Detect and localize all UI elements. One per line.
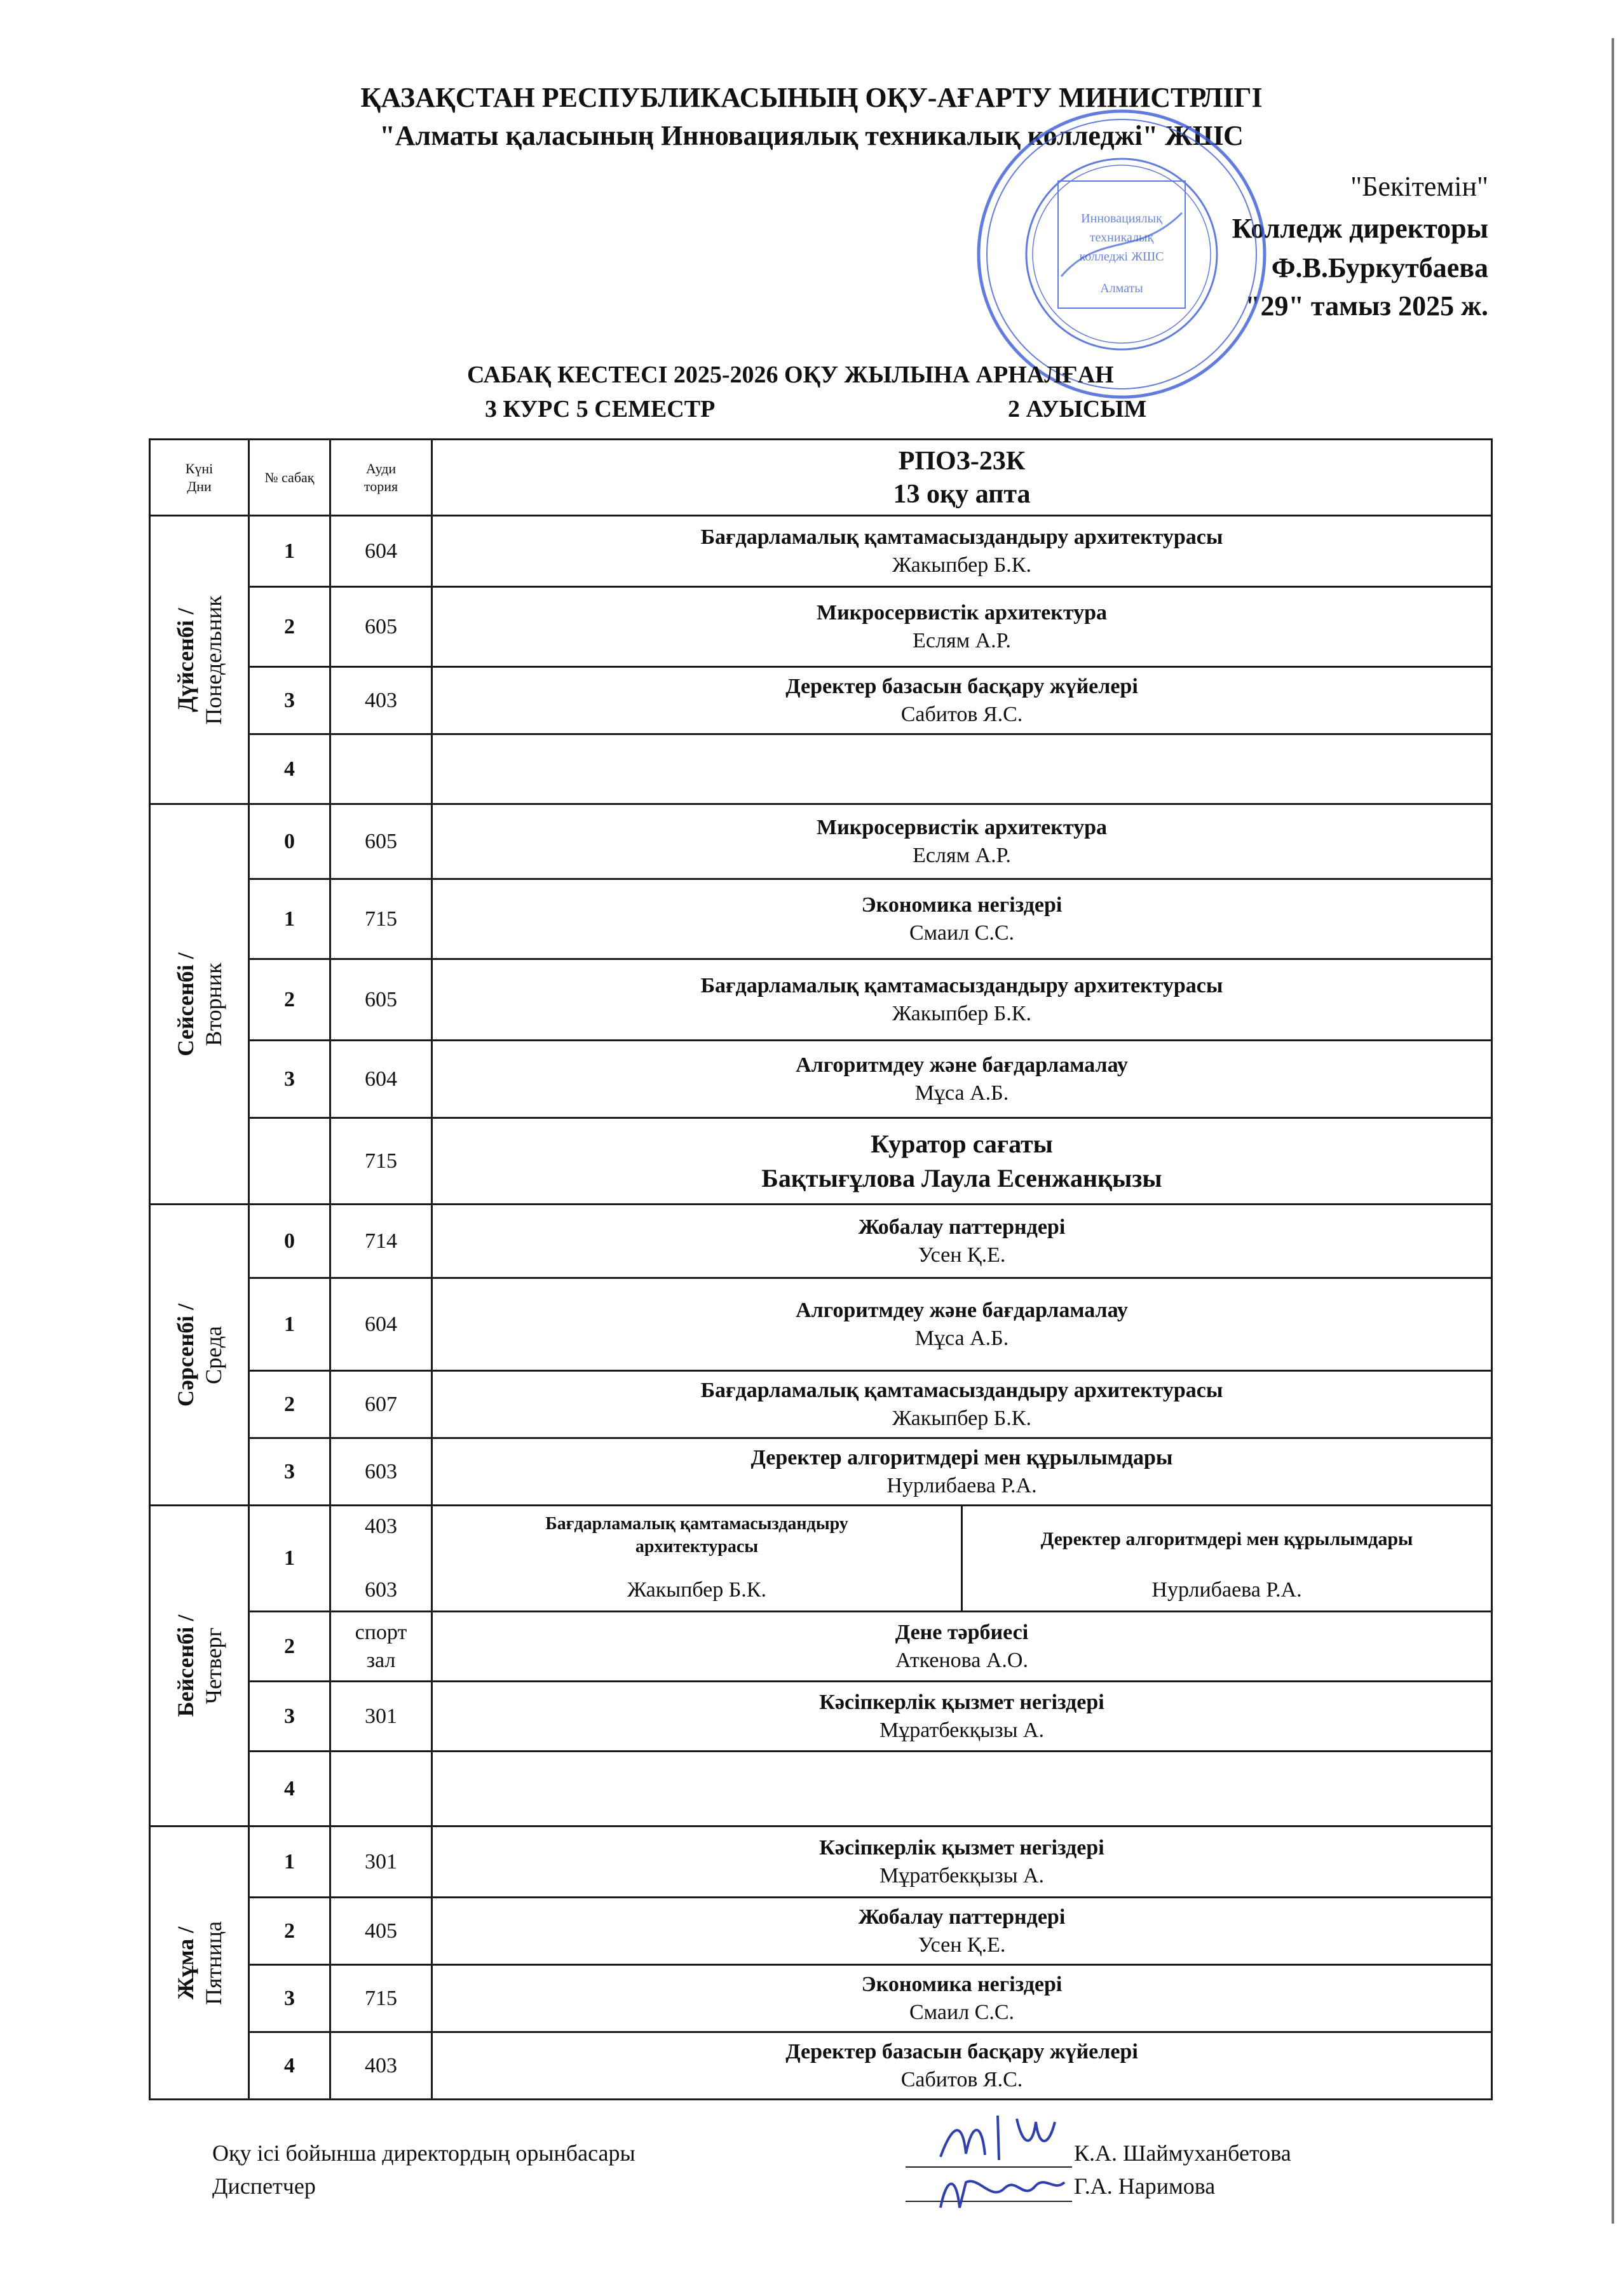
dispatcher-role: Диспетчер (212, 2173, 316, 2199)
lesson-cell (432, 1438, 1492, 1506)
college-name: "Алматы қаласының Инновациялық техникалық колледжі" ЖШС (379, 120, 1244, 151)
lesson-number: 1 (249, 1827, 330, 1898)
auditorium (330, 1612, 432, 1682)
teacher: Смаил С.С. (909, 2000, 1015, 2024)
lesson-number: 3 (249, 667, 330, 734)
col-day-header (150, 440, 249, 516)
col-aud-1: Ауди (365, 460, 397, 476)
teacher: Аткенова А.О. (895, 1648, 1028, 1672)
table-row (150, 1506, 1492, 1612)
auditorium: 403 (330, 2032, 432, 2100)
auditorium-a: 403 (365, 1515, 397, 1538)
day-ru: Четверг (200, 1627, 226, 1705)
lesson-number: 0 (249, 804, 330, 879)
group-header (432, 440, 1492, 516)
day-ru: Среда (200, 1325, 226, 1384)
teacher: Жакыпбер Б.К. (892, 553, 1031, 577)
table-row (150, 587, 1492, 667)
lesson-number: 1 (249, 1506, 330, 1612)
auditorium: 605 (330, 804, 432, 879)
lesson-cell (432, 1612, 1492, 1682)
split-lesson-cell (432, 1506, 1492, 1612)
stamp-line-3: колледжі ЖШС (1079, 250, 1164, 264)
day-thursday (150, 1506, 249, 1827)
day-ru: Понедельник (200, 595, 226, 725)
table-row (150, 959, 1492, 1041)
auditorium: 405 (330, 1898, 432, 1965)
subject: Бағдарламалық қамтамасыздандыру архитектурасы (700, 1378, 1223, 1402)
approval-date: "29" тамыз 2025 ж. (1245, 290, 1488, 321)
table-header-row (150, 440, 1492, 516)
auditorium (330, 734, 432, 804)
lesson-cell (432, 667, 1492, 734)
lesson-cell (432, 1041, 1492, 1118)
subject: Бағдарламалық қамтамасыздандыру архитектурасы (700, 973, 1223, 997)
subject: Экономика негіздері (861, 1972, 1063, 1996)
subgroup-right (961, 1506, 1491, 1611)
college-seal-stamp (972, 105, 1271, 403)
teacher: Сабитов Я.С. (900, 2067, 1023, 2091)
teacher: Мұратбекқызы А. (879, 1718, 1044, 1742)
subject: Жобалау паттерндері (858, 1215, 1066, 1239)
lesson-cell (432, 1371, 1492, 1438)
teacher: Еслям А.Р. (913, 628, 1011, 652)
lesson-cell (432, 516, 1492, 587)
auditorium: 403 (330, 667, 432, 734)
subject: Микросервистік архитектура (816, 600, 1107, 625)
lesson-number: 4 (249, 734, 330, 804)
auditorium: 604 (330, 516, 432, 587)
subject: Деректер алгоритмдері мен құрылымдары (1040, 1529, 1413, 1550)
subject: Деректер базасын басқару жүйелері (785, 2039, 1138, 2063)
lesson-number: 2 (249, 1898, 330, 1965)
schedule-title: САБАҚ КЕСТЕСІ 2025-2026 ОҚУ ЖЫЛЫНА АРНАЛҒАН (467, 361, 1114, 388)
teacher: Усен Қ.Е. (918, 1933, 1006, 1957)
teacher: Нурлибаева Р.А. (1151, 1578, 1302, 1602)
subject: Куратор сағаты (871, 1129, 1053, 1158)
teacher: Жакыпбер Б.К. (627, 1578, 766, 1602)
subject: Кәсіпкерлік қызмет негіздері (819, 1690, 1104, 1714)
day-kz: Сейсенбі / (172, 952, 198, 1057)
auditorium-a: спорт (355, 1620, 407, 1644)
lesson-number: 0 (249, 1205, 330, 1278)
lesson-number: 3 (249, 1682, 330, 1752)
col-aud-2: тория (363, 478, 398, 494)
auditorium (330, 1752, 432, 1827)
lesson-number: 3 (249, 1438, 330, 1506)
table-row (150, 516, 1492, 587)
table-row (150, 1752, 1492, 1827)
day-tuesday (150, 804, 249, 1205)
approval-role: Колледж директоры (1232, 213, 1488, 244)
auditorium: 715 (330, 879, 432, 959)
day-monday (150, 516, 249, 804)
teacher: Нурлибаева Р.А. (886, 1473, 1037, 1497)
subject: Экономика негіздері (861, 893, 1063, 917)
day-ru: Вторник (200, 962, 226, 1046)
day-ru: Пятница (200, 1921, 226, 2005)
table-row (150, 1371, 1492, 1438)
teacher: Смаил С.С. (909, 921, 1015, 945)
teacher: Жакыпбер Б.К. (892, 1406, 1031, 1430)
table-row (150, 1438, 1492, 1506)
auditorium: 605 (330, 587, 432, 667)
week-number: 13 оқу апта (893, 479, 1031, 509)
lesson-cell-empty (432, 734, 1492, 804)
deputy-role: Оқу ісі бойынша директордың орынбасары (212, 2140, 635, 2166)
day-friday (150, 1827, 249, 2100)
lesson-cell (432, 2032, 1492, 2100)
lesson-number (249, 1118, 330, 1205)
lesson-cell (432, 959, 1492, 1041)
lesson-cell (432, 1827, 1492, 1898)
schedule-table (149, 438, 1493, 2100)
table-row (150, 1827, 1492, 1898)
col-day-kz: Күні (185, 460, 214, 476)
stamp-line-2: техникалық (1089, 231, 1154, 245)
col-num-header: № сабақ (249, 440, 330, 516)
lesson-number: 2 (249, 959, 330, 1041)
table-row (150, 804, 1492, 879)
curator-name: Бақтығұлова Лаула Есенжанқызы (761, 1163, 1162, 1192)
teacher: Мұратбекқызы А. (879, 1863, 1044, 1887)
course-semester: 3 КУРС 5 СЕМЕСТР (485, 396, 716, 422)
subject-line-2: архитектурасы (635, 1537, 759, 1557)
approval-name: Ф.В.Буркутбаева (1271, 252, 1488, 283)
subject: Алгоритмдеу және бағдарламалау (796, 1053, 1128, 1077)
table-row (150, 734, 1492, 804)
teacher: Жакыпбер Б.К. (892, 1001, 1031, 1025)
auditorium: 714 (330, 1205, 432, 1278)
auditorium: 604 (330, 1041, 432, 1118)
stamp-line-1: Инновациялық (1081, 212, 1162, 226)
lesson-number: 2 (249, 1612, 330, 1682)
deputy-name: К.А. Шаймуханбетова (1074, 2140, 1291, 2166)
lesson-number: 1 (249, 1278, 330, 1371)
lesson-cell (432, 587, 1492, 667)
lesson-number: 1 (249, 879, 330, 959)
subject: Дене тәрбиесі (895, 1620, 1029, 1644)
lesson-number: 2 (249, 1371, 330, 1438)
auditorium: 301 (330, 1682, 432, 1752)
lesson-number: 2 (249, 587, 330, 667)
table-row (150, 1205, 1492, 1278)
auditorium (330, 1506, 432, 1612)
subject: Деректер базасын басқару жүйелері (785, 674, 1138, 698)
table-row (150, 1041, 1492, 1118)
auditorium: 715 (330, 1118, 432, 1205)
lesson-cell (432, 1278, 1492, 1371)
group-name: РПОЗ-23К (898, 446, 1026, 476)
subgroup-left (433, 1506, 961, 1611)
auditorium: 607 (330, 1371, 432, 1438)
table-row (150, 1898, 1492, 1965)
subject: Кәсіпкерлік қызмет негіздері (819, 1835, 1104, 1860)
day-wednesday (150, 1205, 249, 1506)
table-row (150, 667, 1492, 734)
auditorium: 605 (330, 959, 432, 1041)
table-row (150, 1682, 1492, 1752)
teacher: Мұса А.Б. (914, 1326, 1009, 1350)
teacher: Сабитов Я.С. (900, 702, 1023, 726)
col-day-ru: Дни (187, 478, 212, 494)
col-aud-header (330, 440, 432, 516)
dispatcher-signature (928, 2163, 1080, 2220)
curator-hour-cell (432, 1118, 1492, 1205)
auditorium-b: 603 (365, 1578, 397, 1602)
table-row (150, 1965, 1492, 2032)
table-row (150, 1612, 1492, 1682)
auditorium: 603 (330, 1438, 432, 1506)
lesson-cell-empty (432, 1752, 1492, 1827)
deputy-signature (928, 2097, 1080, 2173)
lesson-number: 4 (249, 1752, 330, 1827)
table-row (150, 1118, 1492, 1205)
auditorium: 604 (330, 1278, 432, 1371)
table-row (150, 1278, 1492, 1371)
lesson-number: 4 (249, 2032, 330, 2100)
table-row (150, 2032, 1492, 2100)
table-row (150, 879, 1492, 959)
lesson-cell (432, 1898, 1492, 1965)
stamp-line-4: Алматы (1100, 281, 1143, 295)
auditorium-b: зал (366, 1648, 396, 1672)
day-kz: Сәрсенбі / (172, 1303, 198, 1407)
lesson-cell (432, 1682, 1492, 1752)
approval-title: "Бекітемін" (1350, 171, 1488, 202)
shift-label: 2 АУЫСЫМ (1008, 396, 1147, 422)
lesson-cell (432, 1965, 1492, 2032)
subject: Алгоритмдеу және бағдарламалау (796, 1298, 1128, 1322)
teacher: Мұса А.Б. (914, 1081, 1009, 1105)
day-kz: Бейсенбі / (172, 1614, 198, 1717)
subject: Деректер алгоритмдері мен құрылымдары (750, 1445, 1173, 1469)
lesson-number: 3 (249, 1041, 330, 1118)
day-kz: Жұма / (172, 1926, 198, 1999)
dispatcher-name: Г.А. Наримова (1074, 2173, 1216, 2199)
auditorium: 301 (330, 1827, 432, 1898)
lesson-cell (432, 1205, 1492, 1278)
day-kz: Дүйсенбі / (172, 607, 198, 712)
subject: Микросервистік архитектура (816, 815, 1107, 839)
lesson-number: 3 (249, 1965, 330, 2032)
lesson-number: 1 (249, 516, 330, 587)
teacher: Усен Қ.Е. (918, 1243, 1006, 1267)
teacher: Еслям А.Р. (913, 843, 1011, 867)
subject: Бағдарламалық қамтамасыздандыру архитектурасы (700, 525, 1223, 549)
lesson-cell (432, 879, 1492, 959)
ministry-title: ҚАЗАҚСТАН РЕСПУБЛИКАСЫНЫҢ ОҚУ-АҒАРТУ МИНИСТРЛІГІ (360, 82, 1263, 113)
subject: Жобалау паттерндері (858, 1905, 1066, 1929)
auditorium: 715 (330, 1965, 432, 2032)
lesson-cell (432, 804, 1492, 879)
scan-edge-line (1612, 38, 1614, 2224)
subject-line-1: Бағдарламалық қамтамасыздандыру (545, 1514, 848, 1534)
